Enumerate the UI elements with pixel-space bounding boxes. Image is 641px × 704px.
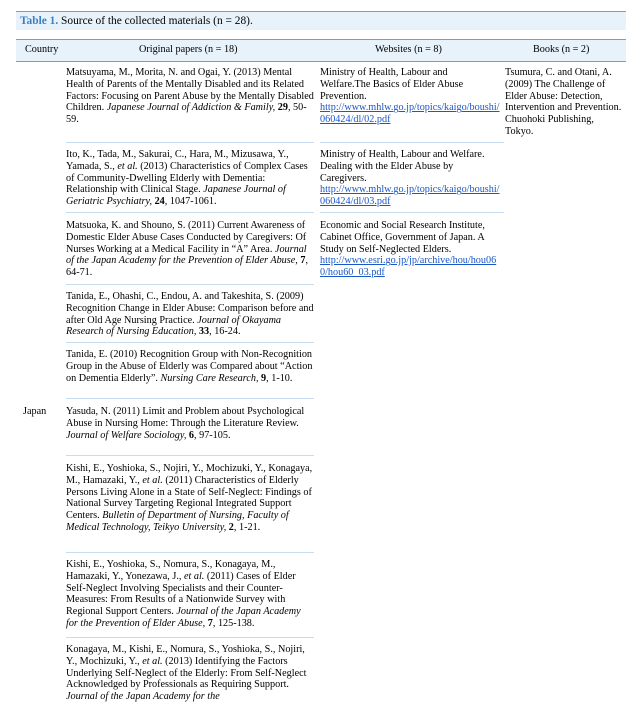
row-divider <box>66 398 314 399</box>
row-divider <box>66 342 314 343</box>
website-entry: Ministry of Health, Labour and Welfare. Dealing with the Elder Abuse by Caregivers. http://www.mhlw.go.jp/topics/kaigo/boushi/060424/dl/03.pdf <box>320 149 500 208</box>
website-entry: Ministry of Health, Labour and Welfare.The Basics of Elder Abuse Prevention. http://www.mhlw.go.jp/topics/kaigo/boushi/060424/dl/02.pdf <box>320 67 500 126</box>
header-country: Country <box>25 44 59 55</box>
paper-entry: Kishi, E., Yoshioka, S., Nomura, S., Konagaya, M., Hamazaki, Y., Yonezawa, J., et al. (2011) Cases of Elder Self-Neglect Involving Specialists and their Counter-Measures: From Results of a Nationwide Survey with Regional Support Centers. Journal of the Japan Academy for the Prevention of Elder Abuse, 7, 125-138. <box>66 559 301 629</box>
header-books: Books (n = 2) <box>533 44 590 55</box>
paper-entry: Matsuyama, M., Morita, N. and Ogai, Y. (2013) Mental Health of Parents of the Mentally Disabled and its Related Factors: Focusing on Parent Abuse by the Mentally Disabled Children. Japanese Journal of Addiction & Family, 29, 50-59. <box>66 67 314 126</box>
table-header <box>16 39 626 62</box>
paper-entry: Tanida, E., Ohashi, C., Endou, A. and Takeshita, S. (2009) Recognition Change in Elder Abuse: Comparison before and after Old Age Nursing Practice. Journal of Okayama Research of Nursing Education, 33, 16-24. <box>66 291 314 338</box>
row-divider <box>320 142 504 143</box>
row-divider <box>66 212 314 213</box>
paper-entry: Matsuoka, K. and Shouno, S. (2011) Current Awareness of Domestic Elder Abuse Cases Conducted by Caregivers: Of Nurses Working at a Medical Facility in “A” Area. Journal of the Japan Academy for the Prevention of Elder Abuse, 7, 64-71. <box>66 220 308 279</box>
paper-entry: Ito, K., Tada, M., Sakurai, C., Hara, M., Mizusawa, Y., Yamada, S., et al. (2013) Characteristics of Complex Cases of Community-Dwelling Elderly with Dementia: Relationship with Clinical Stage. Japanese Journal of Geriatric Psychiatry, 24, 1047-1061. <box>66 149 308 208</box>
row-divider <box>66 552 314 553</box>
row-divider <box>66 142 314 143</box>
row-divider <box>66 637 314 638</box>
table-caption <box>16 11 626 30</box>
website-link[interactable]: http://www.mhlw.go.jp/topics/kaigo/boushi/060424/dl/02.pdf <box>320 102 500 126</box>
country-cell: Japan <box>23 406 47 417</box>
row-divider <box>66 455 314 456</box>
table-label: Table 1. <box>20 15 59 27</box>
book-entry: Tsumura, C. and Otani, A. (2009) The Challenge of Elder Abuse: Detection, Intervention and Prevention. Chuohoki Publishing, Tokyo. <box>505 67 622 137</box>
header-websites: Websites (n = 8) <box>375 44 442 55</box>
website-link[interactable]: http://www.esri.go.jp/jp/archive/hou/hou060/hou60_03.pdf <box>320 255 497 279</box>
caption-text: Source of the collected materials (n = 28). <box>58 15 253 27</box>
paper-entry: Yasuda, N. (2011) Limit and Problem about Psychological Abuse in Nursing Home: Through the Literature Review. Journal of Welfare Sociology, 6, 97-105. <box>66 406 305 441</box>
paper-entry: Kishi, E., Yoshioka, S., Nojiri, Y., Mochizuki, Y., Konagaya, M., Hamazaki, Y., et al. (2011) Characteristics of Elderly Persons Living Alone in a State of Self-Neglect: Findings of National Survey Targeting Regional Integrated Support Centers. Bulletin of Department of Nursing, Faculty of Medical Technology, Teikyo University, 2, 1-21. <box>66 463 313 533</box>
row-divider <box>66 284 314 285</box>
header-papers: Original papers (n = 18) <box>139 44 238 55</box>
website-entry: Economic and Social Research Institute, Cabinet Office, Government of Japan. A Study on Self-Neglected Elders. http://www.esri.go.jp/jp/archive/hou/hou060/hou60_03.pdf <box>320 220 497 279</box>
row-divider <box>320 212 504 213</box>
paper-entry: Tanida, E. (2010) Recognition Group with Non-Recognition Group in the Abuse of Elderly was Compared about “Action on Dementia Elderly”. Nursing Care Research, 9, 1-10. <box>66 349 313 384</box>
paper-entry: Konagaya, M., Kishi, E., Nomura, S., Yoshioka, S., Nojiri, Y., Mochizuki, Y., et al. (2013) Identifying the Factors Underlying Self-Neglect of the Elderly: From Self-Neglect Acknowledged by Professionals as Requiring Support. Journal of the Japan Academy for the <box>66 644 307 703</box>
website-link[interactable]: http://www.mhlw.go.jp/topics/kaigo/boushi/060424/dl/03.pdf <box>320 184 500 208</box>
